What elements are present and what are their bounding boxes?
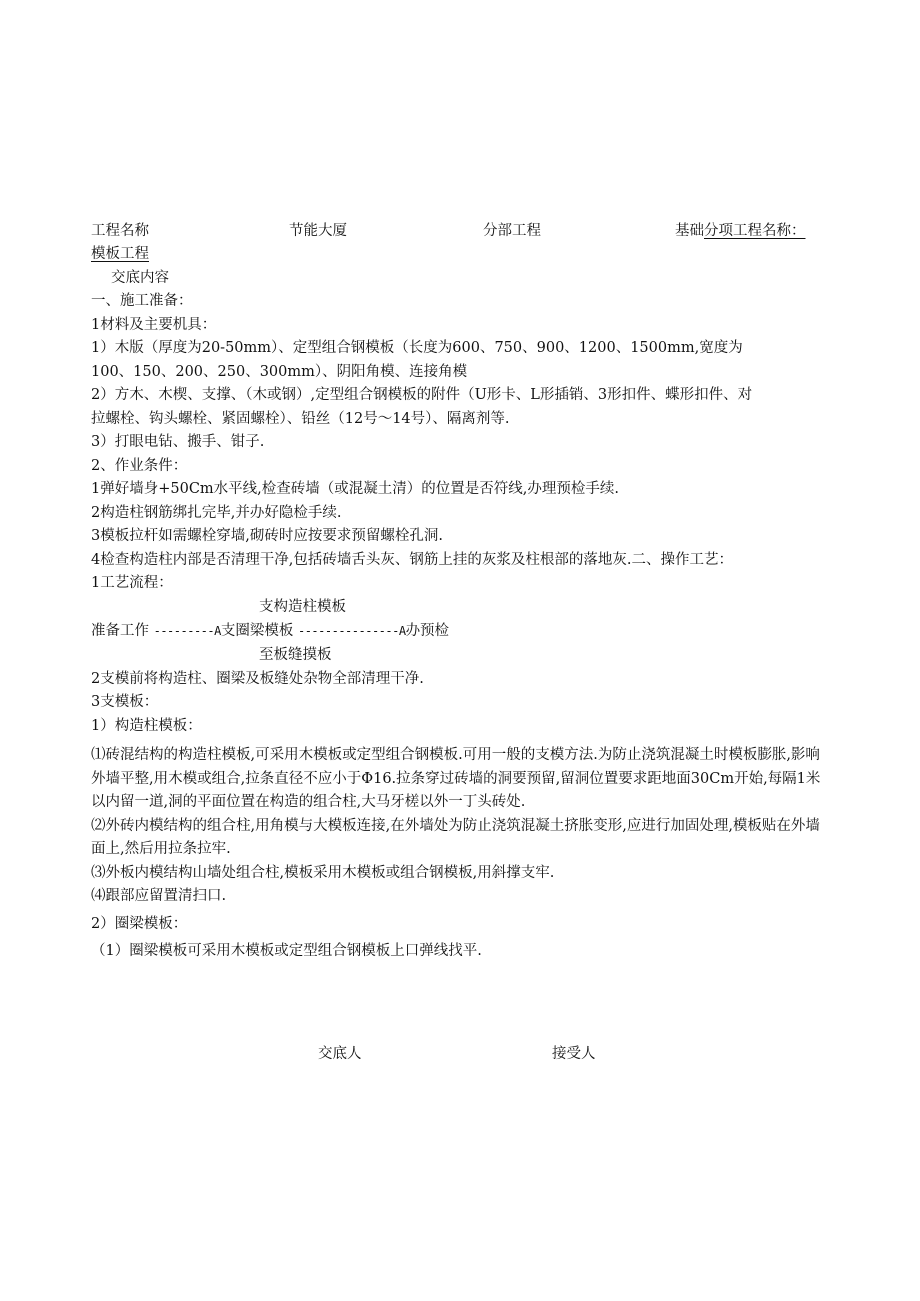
flow-step-top: 支构造柱模板 <box>259 598 346 615</box>
division-label: 分部工程 <box>483 223 541 239</box>
text-line: 1工艺流程： <box>91 575 173 591</box>
flow-step-bottom: 至板缝摸板 <box>259 646 332 663</box>
paragraph: ⑷跟部应留置清扫口. <box>91 888 227 904</box>
text-line: 4检查构造柱内部是否清理干净,包括砖墙舌头灰、钢筋上挂的灰浆及柱根部的落地灰.二、操作工艺： <box>91 551 733 568</box>
flow-arrow: ---------------A <box>297 623 406 638</box>
paragraph: ⑴砖混结构的构造柱模板,可采用木模板或定型组合钢模板.可用一般的支模方法.为防止浇筑混凝土时模板膨胀,影响外墙平整,用木模或组合,拉条直径不应小于Φ16.拉条穿过砖墙的洞要预留,留洞位置要求距地面30Cm开始,每隔1米以内留一道,洞的平面位置在构造的组合柱,大马牙槎以外一丁头砖处. <box>91 747 821 810</box>
text-line: 2、作业条件： <box>91 457 188 474</box>
flow-main-row <box>91 620 449 644</box>
paragraph: ⑶外板内模结构山墙处组合柱,模板采用木模板或组合钢模板,用斜撑支牢. <box>91 864 555 881</box>
document-page <box>91 220 831 964</box>
subitem-label-group <box>675 220 806 244</box>
text-line: （1）圈梁模板可采用木模板或定型组合钢模板上口弹线找平. <box>91 943 482 959</box>
division-value: 基础 <box>675 223 704 239</box>
text-line: 1）构造柱模板： <box>91 717 202 734</box>
text-line: 1材料及主要机具： <box>91 316 217 333</box>
text-line: 2）圈梁模板： <box>91 915 188 932</box>
text-line: 1弹好墙身+50Cm水平线,检查砖墙（或混凝土清）的位置是否符线,办理预检手续. <box>91 481 619 497</box>
text-line: 2支模前将构造柱、圈梁及板缝处杂物全部清理干净. <box>91 670 424 687</box>
handover-person-label: 交底人 <box>318 1046 362 1062</box>
text-line: 1）木版（厚度为20-50mm）、定型组合钢模板（长度为600、750、900、1200、1500mm,宽度为 <box>91 340 743 356</box>
process-flow <box>91 596 831 668</box>
content-heading: 交底内容 <box>111 269 169 286</box>
text-line: 100、150、200、250、300mm）、阴阳角模、连接角模 <box>91 363 468 380</box>
text-line: 3支模板： <box>91 694 159 710</box>
text-line: 3模板拉杆如需螺栓穿墙,砌砖时应按要求预留螺栓孔洞. <box>91 528 443 544</box>
project-name-value: 节能大厦 <box>289 223 347 239</box>
flow-step-center: 支圈梁模板 <box>220 622 294 639</box>
paragraph: ⑵外砖内模结构的组合柱,用角模与大模板连接,在外墙处为防止浇筑混凝土挤胀变形,应进行加固处理,模板贴在外墙面上,然后用拉条拉牢. <box>91 817 820 857</box>
text-line: 一、施工准备： <box>91 293 193 309</box>
text-line: 3）打眼电钻、搬手、钳子. <box>91 434 265 450</box>
subitem-value: 模板工程 <box>91 246 149 262</box>
flow-arrow: ---------A <box>153 623 221 638</box>
header-row <box>91 220 831 243</box>
subitem-label: 分项工程名称： <box>704 223 806 239</box>
flow-step-start: 准备工作 <box>91 622 149 639</box>
text-line: 拉螺栓、钩头螺栓、紧固螺栓）、铅丝（12号～14号）、隔离剂等. <box>91 410 510 427</box>
project-name-label: 工程名称 <box>91 223 149 239</box>
text-line: 2）方木、木楔、支撑、（木或钢）,定型组合钢模板的附件（U形卡、L形插销、3形扣件、蝶形扣件、对 <box>91 387 753 403</box>
text-line: 2构造柱钢筋绑扎完毕,并办好隐检手续. <box>91 504 342 521</box>
flow-step-end: 办预检 <box>405 622 450 639</box>
receiver-label: 接受人 <box>552 1046 596 1062</box>
